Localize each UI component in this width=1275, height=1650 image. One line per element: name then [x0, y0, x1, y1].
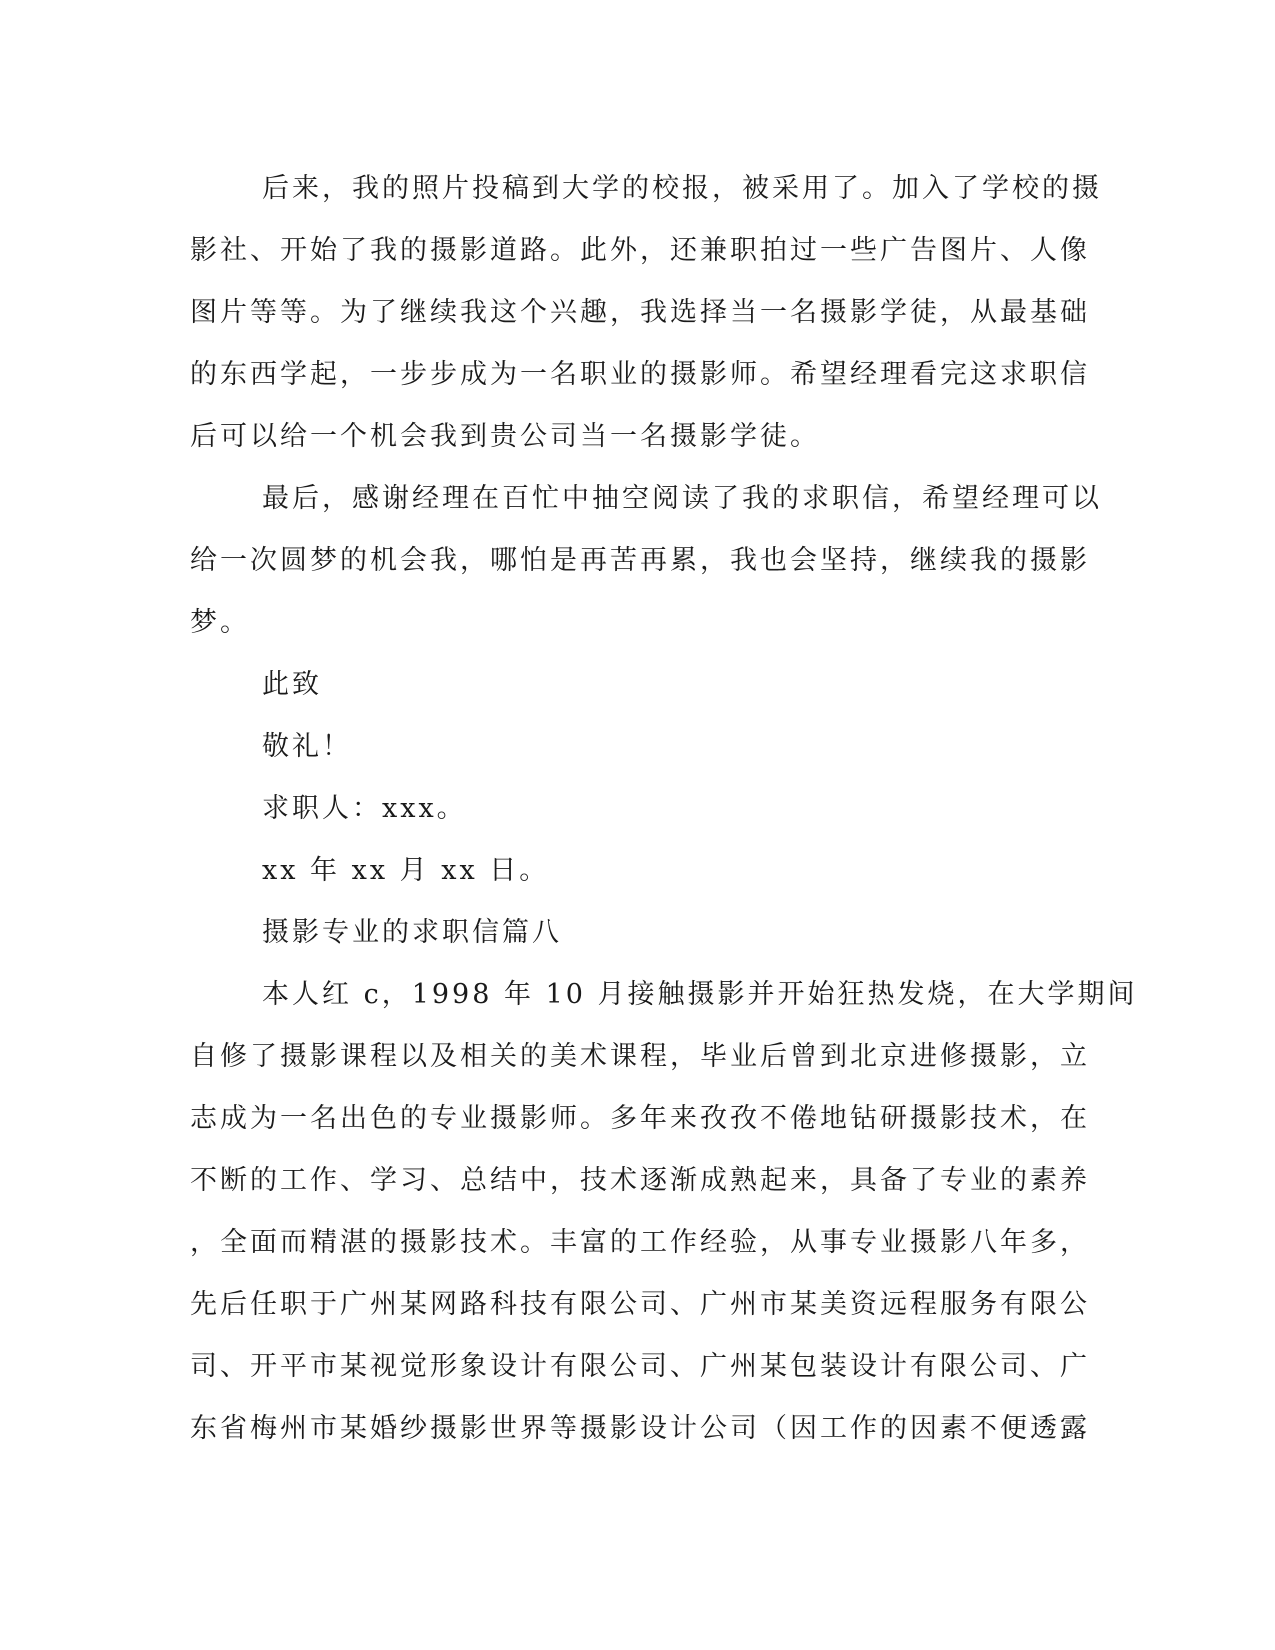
text-line: 志成为一名出色的专业摄影师。多年来孜孜不倦地钻研摄影技术，在: [190, 1103, 1090, 1134]
signer-line: 求职人：xxx。: [262, 793, 467, 824]
text-line: 的东西学起，一步步成为一名职业的摄影师。希望经理看完这求职信: [190, 359, 1090, 390]
paragraph-self-introduction: [190, 964, 1138, 1460]
text-line: 图片等等。为了继续我这个兴趣，我选择当一名摄影学徒，从最基础: [190, 297, 1090, 328]
text-line: 先后任职于广州某网路科技有限公司、广州市某美资远程服务有限公: [190, 1289, 1090, 1320]
section-title: 摄影专业的求职信篇八: [262, 917, 562, 948]
text-line: 梦。: [190, 607, 250, 638]
text-line: 后可以给一个机会我到贵公司当一名摄影学徒。: [190, 421, 820, 452]
text-line: ，全面而精湛的摄影技术。丰富的工作经验，从事专业摄影八年多，: [190, 1227, 1090, 1258]
salutation: 敬礼！: [262, 731, 352, 762]
text-line: 影社、开始了我的摄影道路。此外，还兼职拍过一些广告图片、人像: [190, 235, 1090, 266]
text-line: 给一次圆梦的机会我，哪怕是再苦再累，我也会坚持，继续我的摄影: [190, 545, 1090, 576]
paragraph-thanks: [190, 468, 1102, 654]
paragraph-photo-background: [190, 158, 1102, 468]
text-line: 自修了摄影课程以及相关的美术课程，毕业后曾到北京进修摄影，立: [190, 1041, 1090, 1072]
text-line: 后来，我的照片投稿到大学的校报，被采用了。加入了学校的摄: [262, 173, 1102, 204]
closing-phrase: 此致: [262, 669, 322, 700]
date-line: xx 年 xx 月 xx 日。: [262, 855, 550, 886]
letter-body: [190, 158, 1138, 1460]
text-line: 不断的工作、学习、总结中，技术逐渐成熟起来，具备了专业的素养: [190, 1165, 1090, 1196]
text-line: 本人红 c，1998 年 10 月接触摄影并开始狂热发烧，在大学期间: [262, 979, 1138, 1010]
text-line: 司、开平市某视觉形象设计有限公司、广州某包装设计有限公司、广: [190, 1351, 1090, 1382]
text-line: 东省梅州市某婚纱摄影世界等摄影设计公司（因工作的因素不便透露: [190, 1413, 1090, 1444]
text-line: 最后，感谢经理在百忙中抽空阅读了我的求职信，希望经理可以: [262, 483, 1102, 514]
